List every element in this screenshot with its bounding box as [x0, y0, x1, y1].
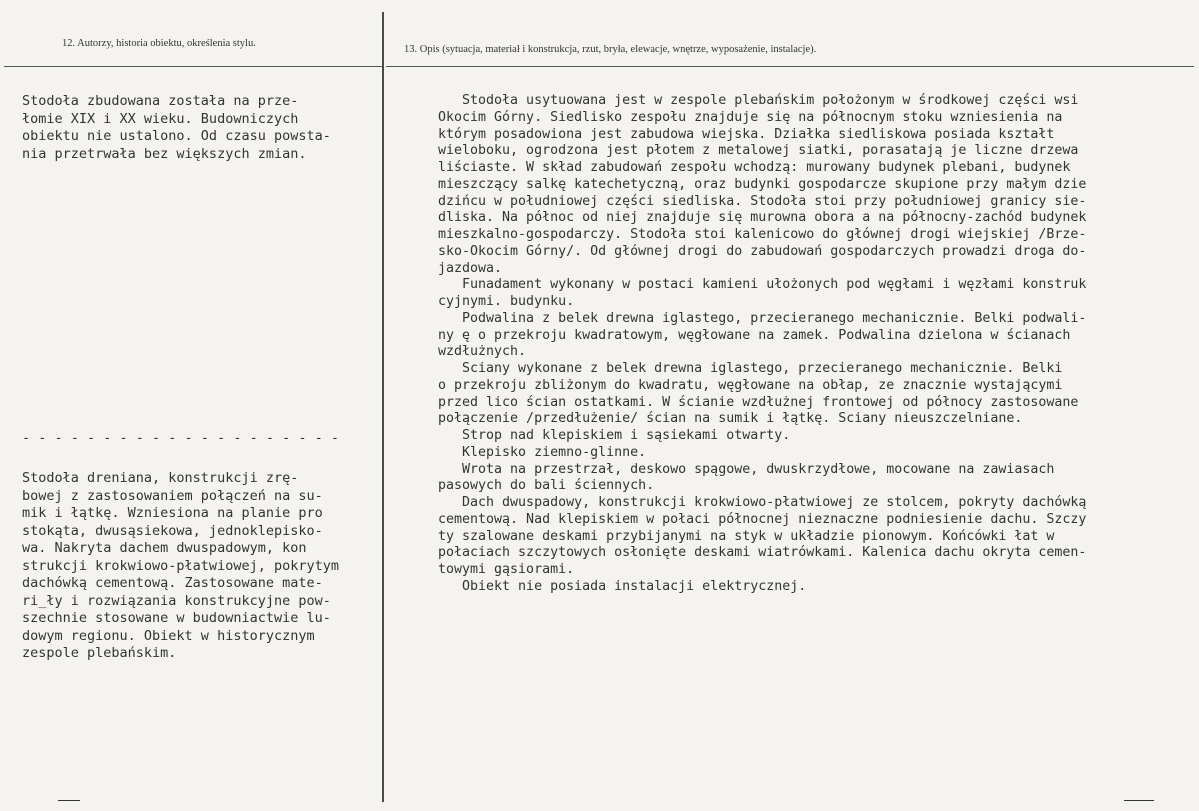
header-rule-left: [4, 66, 382, 67]
bottom-mark-right: [1124, 800, 1154, 801]
bottom-mark-left: [58, 800, 80, 801]
section-13-header: 13. Opis (sytuacja, materiał i konstrukcja, rzut, bryła, elewacje, wnętrze, wyposażenie, instalacje).: [404, 44, 817, 55]
section-12-header: 12. Autorzy, historia obiektu, określenia stylu.: [62, 38, 256, 49]
description-body: Stodoła usytuowana jest w zespole plebańskim położonym w środkowej części wsi Okocim Górny. Siedlisko zespołu znajduje się na północnym stoku wzniesienia na którym posadowiona jest zabudowa wiejska. Działka siedliskowa posiada kształt wieloboku, ogrodzona jest płotem z metalowej siatki, porasatają je liczne drzewa liściaste. W skład zabudowań zespołu wchodzą: murowany budynek plebani, budynek mieszczący salkę katechetyczną, oraz budynki gospodarcze skupione przy małym dzie dzińcu w południowej części siedliska. Stodoła stoi przy południowej granicy sie- dliska. Na północ od niej znajduje się murowna obora a na północny-zachód budynek mieszkalno-gospodarczy. Stodoła stoi kalenicowo do głównej drogi wiejskiej /Brze- sko-Okocim Górny/. Od głównej drogi do zabudowań gospodarczych prowadzi droga do- jazdowa. Funadament wykonany w postaci kamieni ułożonych pod węgłami i węzłami konstruk cyjnymi. budynku. Podwalina z belek drewna iglastego, przecieranego mechanicznie. Belki podwali- ny ę o przekroju kwadratowym, węgłowane na zamek. Podwalina dzielona w ścianach wzdłużnych. Sciany wykonane z belek drewna iglastego, przecieranego mechanicznie. Belki o przekroju zbliżonym do kwadratu, węgłowane na obłap, ze znacznie wystającymi przed lico ścian ostatkami. W ścianie wzdłużnej frontowej od północy zastosowane połączenie /przedłużenie/ ścian na sumik i łątkę. Sciany nieuszczelniane. Strop nad klepiskiem i sąsiekami otwarty. Klepisko ziemno-glinne. Wrota na przestrzał, deskowo spągowe, dwuskrzydłowe, mocowane na zawiasach pasowych do bali ściennych. Dach dwuspadowy, konstrukcji krokwiowo-płatwiowej ze stolcem, pokryty dachówką cementową. Nad klepiskiem w połaci północnej nieznaczne podniesienie dachu. Szczy ty szalowane deskami przybijanymi na styk w układzie pionowym. Końcówki łat w połaciach szczytowych osłonięte deskami wiatrówkami. Kalenica dachu okryta cemen- towymi gąsiorami. Obiekt nie posiada instalacji elektrycznej.: [438, 93, 1087, 594]
section-13-panel: [386, 0, 1199, 811]
dashed-separator: - - - - - - - - - - - - - - - - - - - -: [22, 430, 339, 446]
style-paragraph: Stodoła dreniana, konstrukcji zrę- bowej z zastosowaniem połączeń na su- mik i łątkę. Wzniesiona na planie pro stokąta, dwusąsiekowa, jednoklepisko- wa. Nakryta dachem dwuspadowym, kon strukcji krokwiowo-płatwiowej, pokrytym dachówką cementową. Zastosowane mate- ri_ły i rozwiązania konstrukcyjne pow- szechnie stosowane w budowniactwie lu- dowym regionu. Obiekt w historycznym zespole plebańskim.: [22, 470, 339, 661]
history-paragraph: Stodoła zbudowana została na prze- łomie XIX i XX wieku. Budowniczych obiektu nie ustalono. Od czasu powsta- nia przetrwała bez większych zmian.: [22, 93, 331, 162]
section-12-panel: [0, 0, 382, 811]
column-divider: [382, 12, 384, 802]
